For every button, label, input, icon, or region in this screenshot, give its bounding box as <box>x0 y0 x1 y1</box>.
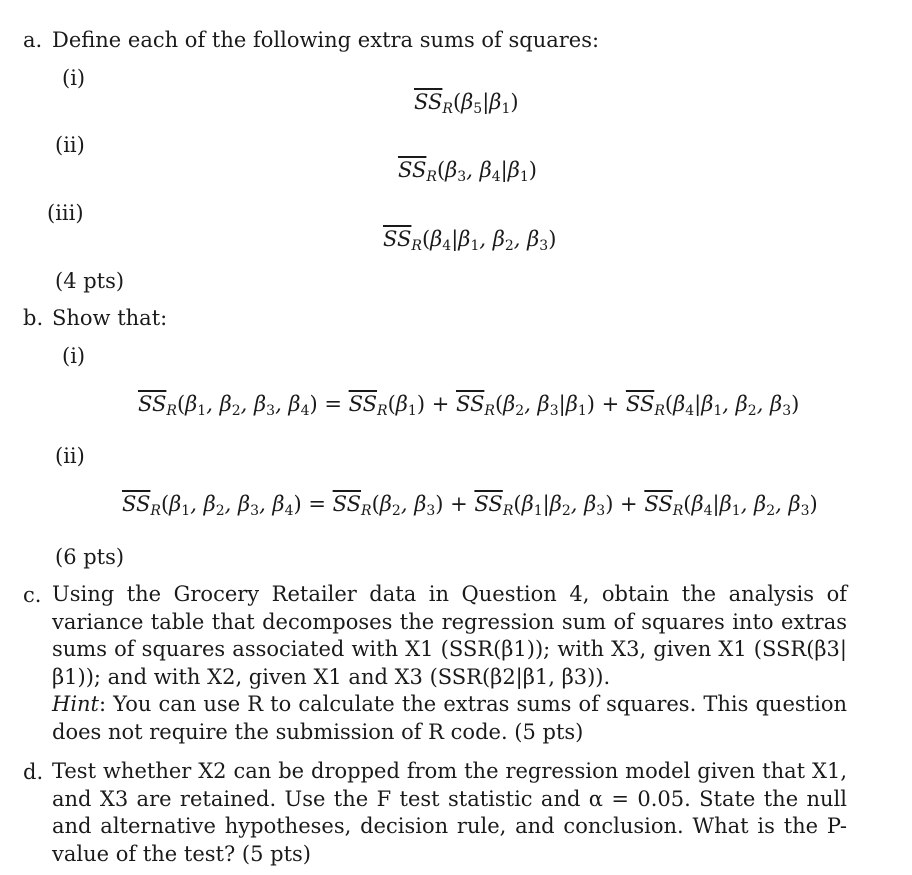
part-a-points: (4 pts) <box>55 269 125 293</box>
part-b-item-2-expression: $\overline{SS}_R(\beta_1$, $\beta_2$, $\beta_3$, $\beta_4) = \overline{SS}_R(\beta_2$, $\beta_3) + \overline{SS}_R(\beta_1|\beta_2$, $\beta_3) + \overline{SS}_R(\beta_4|\beta_1$, $\beta_2$, $\beta_3$) <box>122 492 818 519</box>
part-b-heading: Show that: <box>52 306 168 330</box>
part-a-item-2-number: (ii) <box>55 133 85 157</box>
part-a-item-3-expression: $\overline{SS}_R(\beta_4|\beta_1$, $\beta_2$, $\beta_3$) <box>383 227 557 254</box>
part-c-hint-text: : You can use R to calculate the extras sums of squares. This question does not require the submission of R code. (5 pts) <box>52 692 847 744</box>
part-c-label: c. <box>23 583 42 607</box>
part-a-item-1-number: (i) <box>62 66 86 90</box>
part-b-points: (6 pts) <box>55 545 125 569</box>
part-b-item-1-number: (i) <box>62 344 86 368</box>
part-a-item-2-expression: $\overline{SS}_R(\beta_3$, $\beta_4|\beta_1$) <box>398 158 537 185</box>
part-b-item-2-number: (ii) <box>55 444 85 468</box>
part-b-label: b. <box>23 306 44 330</box>
part-c-hint-label: Hint <box>52 692 99 717</box>
part-b-item-1-expression: $\overline{SS}_R(\beta_1$, $\beta_2$, $\beta_3$, $\beta_4) = \overline{SS}_R(\beta_1) + \overline{SS}_R(\beta_2$, $\beta_3|\beta_1) + \overline{SS}_R(\beta_4|\beta_1$, $\beta_2$, $\beta_3$) <box>138 392 800 419</box>
part-a-label: a. <box>23 28 43 52</box>
part-a-item-1-expression: $\overline{SS}_R(\beta_5|\beta_1)$ <box>414 90 519 117</box>
part-d-text: Test whether X2 can be dropped from the regression model given that X1, and X3 are retained. Use the F test statistic and α = 0.05. State the null and alternative hypotheses, decision rule, and conclusion. What is the P-value of the test? (5 pts) <box>52 759 847 866</box>
part-d-label: d. <box>23 760 44 784</box>
part-a-heading: Define each of the following extra sums of squares: <box>52 28 600 52</box>
part-c-text <box>52 581 847 747</box>
part-a-item-3-number: (iii) <box>47 201 84 225</box>
part-c-body: Using the Grocery Retailer data in Question 4, obtain the analysis of variance table that decomposes the regression sum of squares into extras sums of squares associated with X1 (SSR(β1)); with X3, given X1 (SSR(β3|β1)); and with X2, given X1 and X3 (SSR(β2|β1, β3)). <box>52 582 847 689</box>
